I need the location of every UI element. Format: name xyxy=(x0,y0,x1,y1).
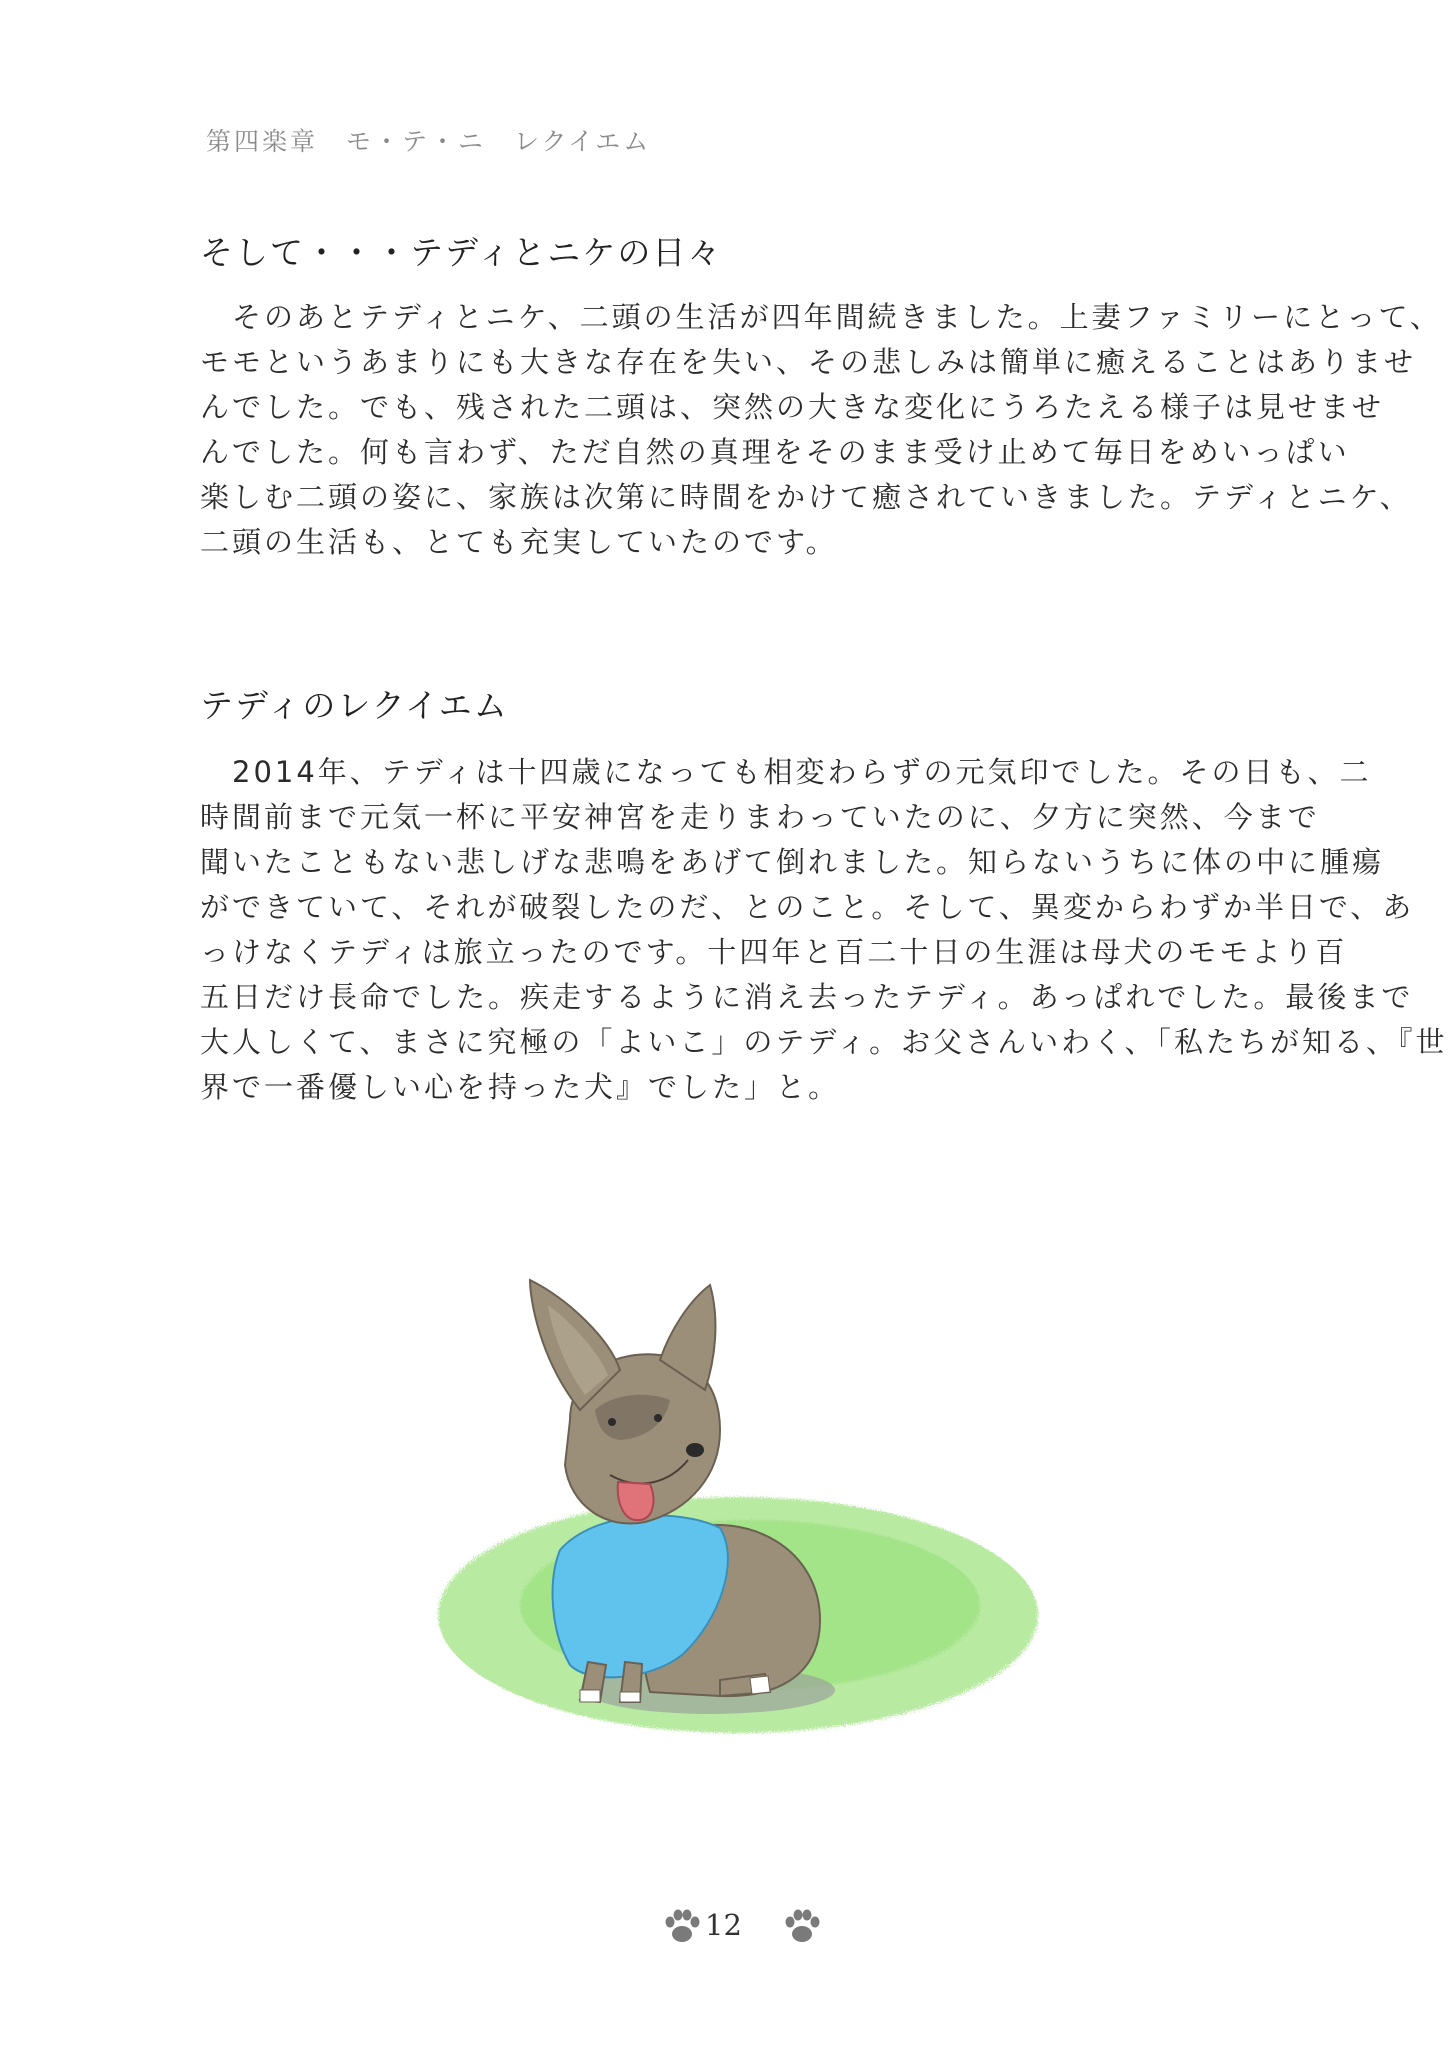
back-paw-white xyxy=(750,1676,770,1694)
paragraph-line: 界で一番優しい心を持った犬』でした」と。 xyxy=(200,1070,841,1104)
paragraph-line: そのあとテディとニケ、二頭の生活が四年間続きました。上妻ファミリーにとって、 xyxy=(200,300,1442,334)
dog-eye-left xyxy=(608,1418,616,1426)
paragraph-line: 時間前まで元気一杯に平安神宮を走りまわっていたのに、夕方に突然、今まで xyxy=(200,800,1320,834)
paragraph-line: 大人しくて、まさに究極の「よいこ」のテディ。お父さんいわく、「私たちが知る、『世 xyxy=(200,1025,1448,1059)
paragraph-line: ができていて、それが破裂したのだ、とのこと。そして、異変からわずか半日で、あ xyxy=(200,890,1415,924)
paragraph-line: 二頭の生活も、とても充実していたのです。 xyxy=(200,525,838,559)
page-number: 12 xyxy=(705,1908,742,1942)
paragraph-line: 楽しむ二頭の姿に、家族は次第に時間をかけて癒されていきました。テディとニケ、 xyxy=(200,480,1412,514)
paw-white-right xyxy=(620,1692,640,1702)
paragraph-line: んでした。でも、残された二頭は、突然の大きな変化にうろたえる様子は見せませ xyxy=(200,390,1385,424)
dog-nose xyxy=(686,1443,704,1457)
paw-print-icon xyxy=(660,1904,704,1948)
paw-print-icon xyxy=(780,1904,824,1948)
running-header: 第四楽章 モ・テ・ニ レクイエム xyxy=(206,127,652,156)
paragraph-line: 聞いたこともない悲しげな悲鳴をあげて倒れました。知らないうちに体の中に腫瘍 xyxy=(200,845,1385,879)
paragraph-line: 五日だけ長命でした。疾走するように消え去ったテディ。あっぱれでした。最後まで xyxy=(200,980,1414,1014)
page-footer xyxy=(0,1898,1451,1958)
paragraph-line: っけなくテディは旅立ったのです。十四年と百二十日の生涯は母犬のモモより百 xyxy=(200,935,1348,969)
section-title-days: そして・・・テディとニケの日々 xyxy=(200,233,723,272)
section-title-requiem: テディのレクイエム xyxy=(200,686,509,725)
paragraph-line: モモというあまりにも大きな存在を失い、その悲しみは簡単に癒えることはありませ xyxy=(200,345,1417,379)
paragraph-line: 2014年、テディは十四歳になっても相変わらずの元気印でした。その日も、二 xyxy=(200,755,1372,789)
paragraph-line: んでした。何も言わず、ただ自然の真理をそのまま受け止めて毎日をめいっぱい xyxy=(200,435,1350,469)
dog-illustration xyxy=(420,1260,1060,1760)
paw-white-left xyxy=(580,1690,600,1702)
dog-eye-right xyxy=(654,1414,662,1422)
